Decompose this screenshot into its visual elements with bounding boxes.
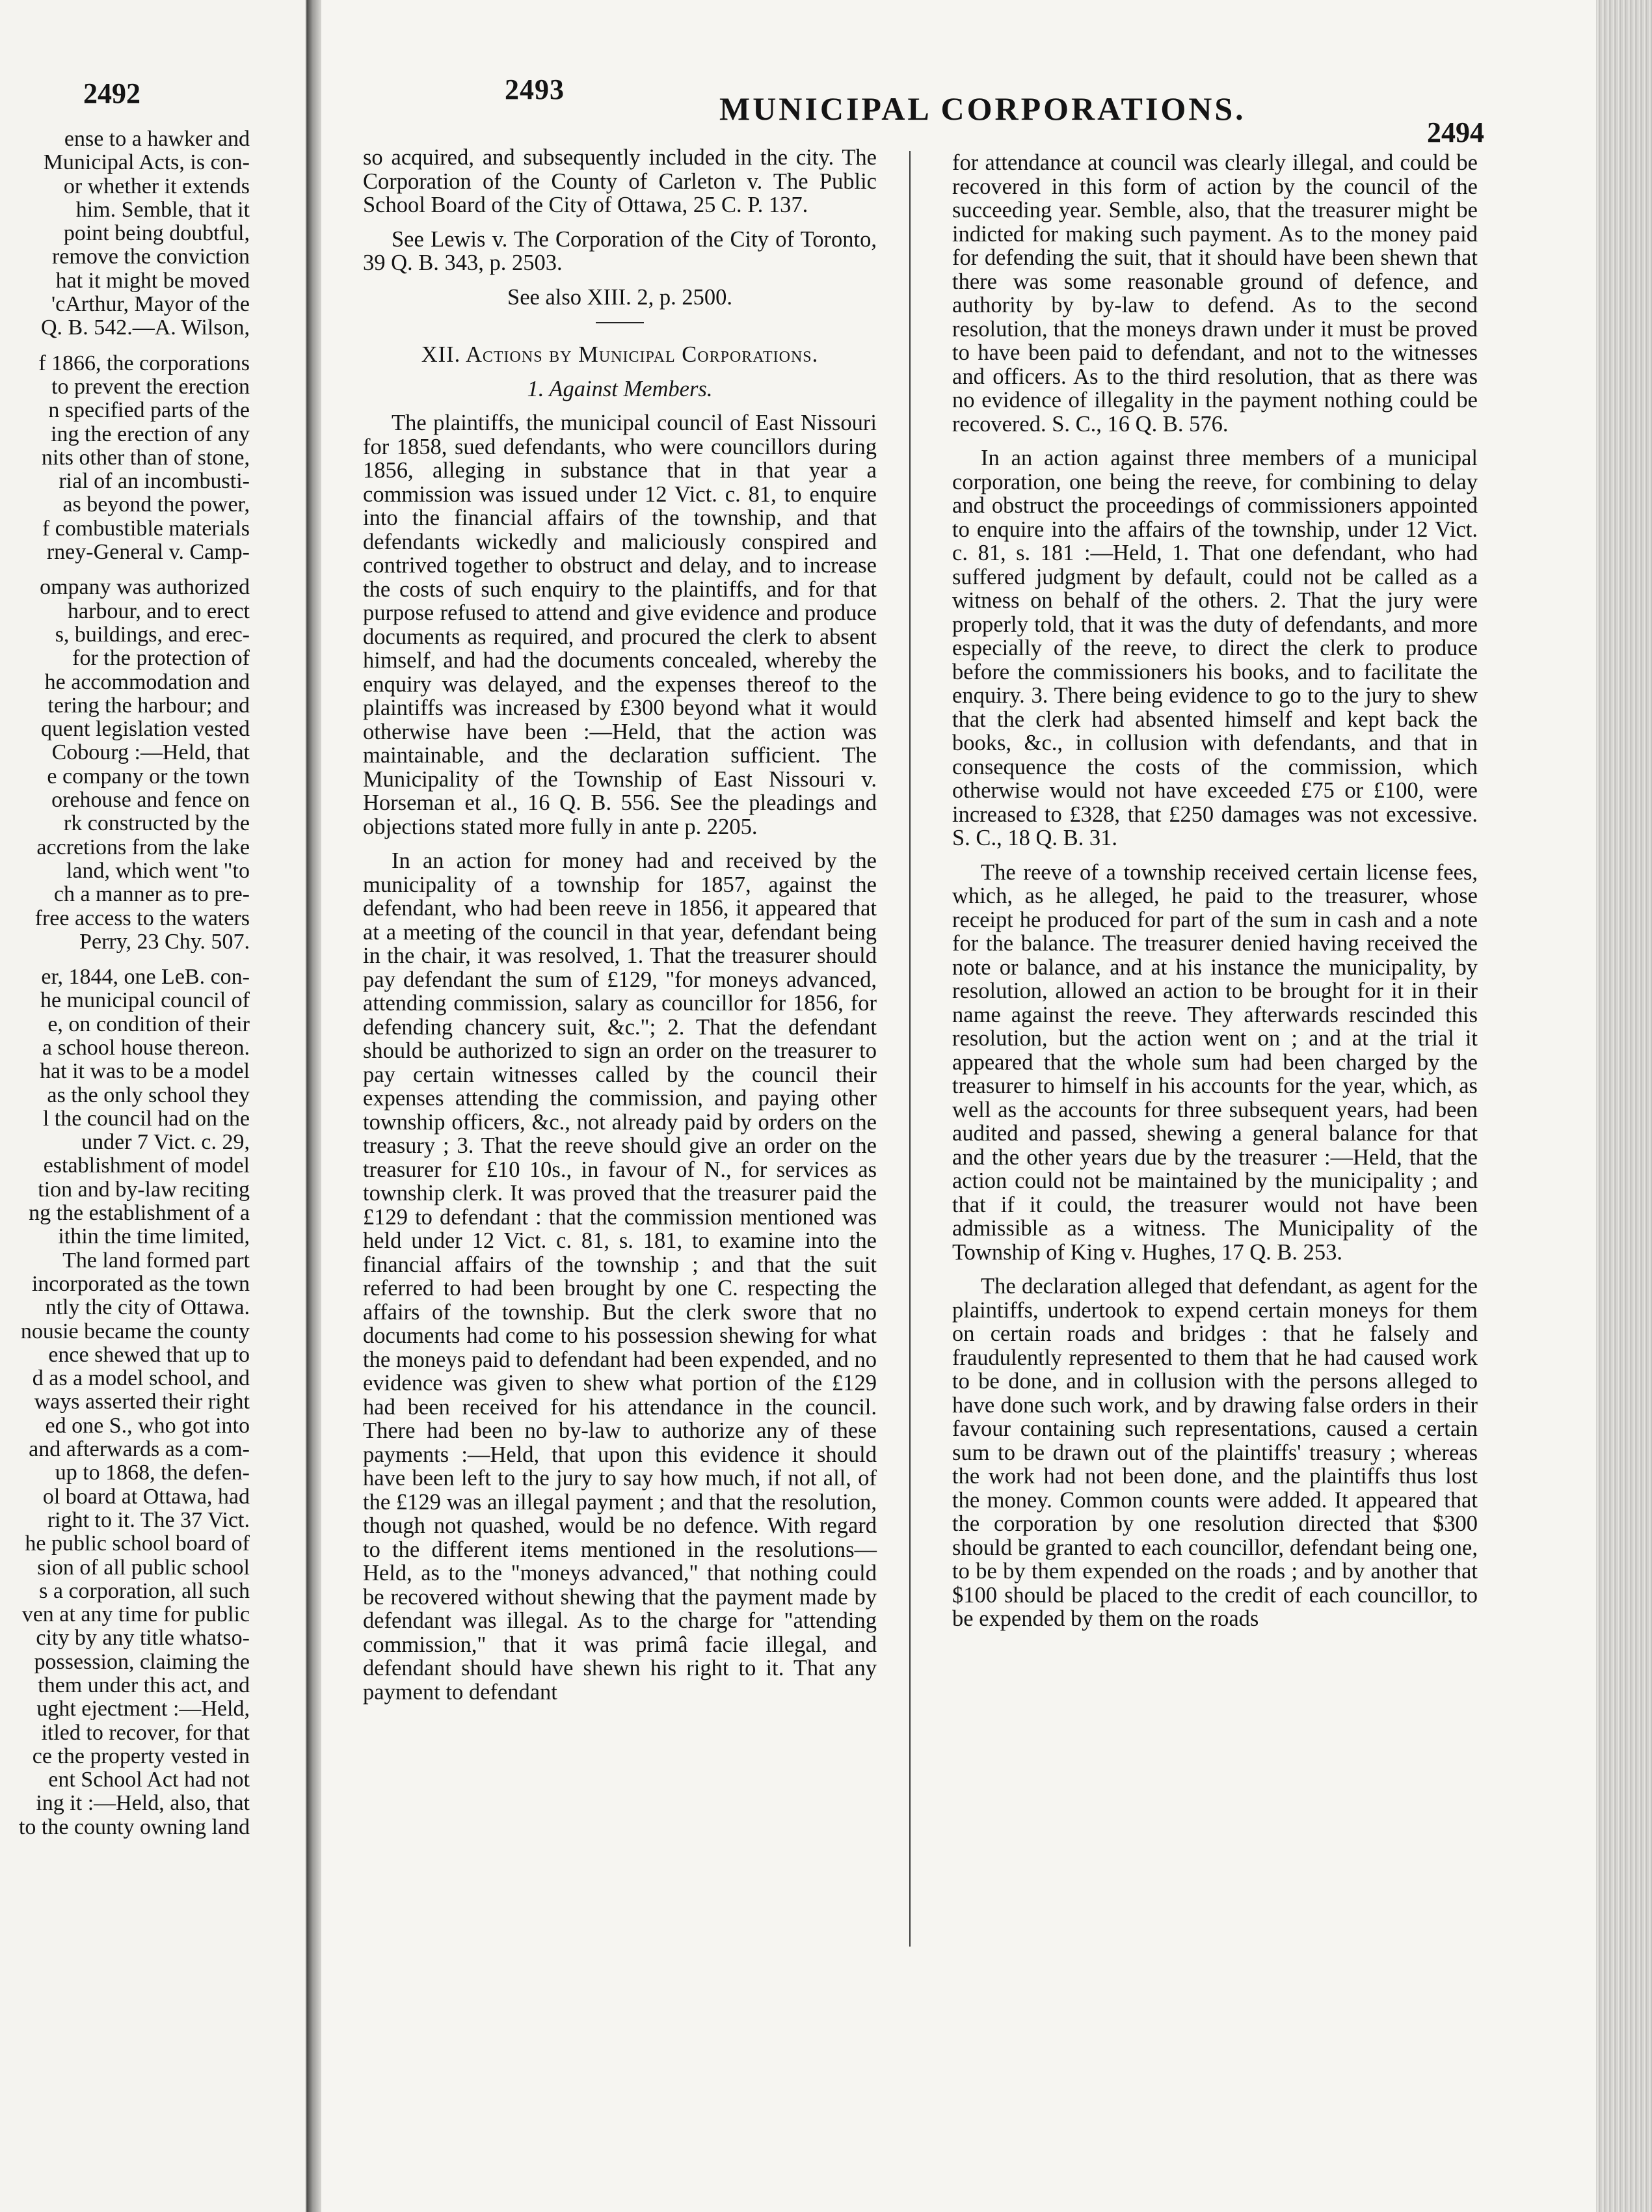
paragraph: In an action for money had and received by the municipality of a township for 1857, against the defendant, who had been reeve in 1856, it appeared that at a meeting of the council in that year, defendant being in the chair, it was resolved, 1. That the treasurer should pay defendant the sum of £129, "for moneys advanced, attending commission, salary as councillor for 1856, for defending chancery suit, &c."; 2. That the defendant should be authorized to sign an order on the treasurer to pay certain witnesses called by the council their expenses attending the commission, and paying other township officers, &c., not already paid by orders on the treasury ; 3. That the reeve should give an order on the treasurer for £10 10s., in favour of N., for services as township clerk. It was proved that the treasurer paid the £129 to defendant : that the commission mentioned was held under 12 Vict. c. 81, s. 181, to examine into the financial affairs of the township ; and that the suit referred to had been brought by one C. respecting the affairs of the township. But the clerk swore that no documents had come to his possession shewing for what the moneys paid to defendant had been expended, and no evidence was given to shew what portion of the £129 had been received for his attendance in the council. There had been no by-law to authorize any of these payments :—Held, that upon this evidence it should have been left to the jury to say how much, if not all, of the £129 was an illegal payment ; and that the resolution, though not quashed, would be no defence. With regard to the different items mentioned in the resolutions—Held, as to the "moneys advanced," that nothing could be recovered without shewing that the payment made by defendant was illegal. As to the charge for "attending commission," that it was primâ facie illegal, and defendant should have shewn his right to it. That any payment to defendant (363, 848, 877, 1705)
left-page-number: 2492 (83, 77, 140, 109)
left-page-line: f combustible materials (42, 516, 250, 541)
left-page-line: ense to a hawker and (64, 127, 250, 151)
left-page-line: ven at any time for public (21, 1602, 250, 1627)
paragraph: The plaintiffs, the municipal council of East Nissouri for 1858, sued defendants, who were councillors during 1856, alleging in substance that in that year a commission was issued under 12 Vict. c. 81, to enquire into the financial affairs of the township, and that defendants wickedly and maliciously conspired and contrived together to obstruct and delay, and to increase the costs of such enquiry to the plaintiffs, and for that purpose refused to attend and give evidence and produce documents as required, and procured the clerk to absent himself, and had the documents concealed, whereby the enquiry was delayed, and the expenses thereof to the plaintiffs was increased by £300 beyond what it would otherwise have been :—Held, that the action was maintainable, and the declaration sufficient. The Municipality of the Township of East Nissouri v. Horseman et al., 16 Q. B. 556. See the pleadings and objections stated more fully in ante p. 2205. (363, 411, 877, 839)
left-page-line: ithin the time limited, (58, 1224, 250, 1249)
page-number-2493: 2493 (505, 74, 565, 105)
left-page-line: e company or the town (47, 764, 250, 789)
left-page-line: to the county owning land (18, 1814, 250, 1839)
left-page-line: incorporated as the town (31, 1271, 250, 1296)
left-page-line (0, 564, 250, 576)
left-page-line: Perry, 23 Chy. 507. (79, 929, 250, 954)
left-page-line: and afterwards as a com- (29, 1437, 250, 1462)
left-page-line: nousie became the county (20, 1319, 250, 1343)
left-page-line: ce the property vested in (32, 1744, 250, 1768)
left-page-line (0, 340, 250, 352)
left-page-line: harbour, and to erect (68, 599, 250, 623)
left-page-line: a school house thereon. (42, 1035, 250, 1060)
left-page-line: under 7 Vict. c. 29, (81, 1130, 250, 1155)
column-left (363, 146, 877, 1704)
left-page-line: accretions from the lake (36, 835, 250, 859)
left-page-line: up to 1868, the defen- (55, 1461, 250, 1485)
left-page-line: nits other than of stone, (41, 445, 250, 470)
left-page-line: ence shewed that up to (48, 1342, 250, 1367)
left-page-line: as beyond the power, (62, 492, 250, 517)
section-heading: XII. Actions by Municipal Corporations. (421, 342, 819, 367)
left-page-line: l the council had on the (42, 1106, 250, 1131)
subheading: 1. Against Members. (527, 376, 713, 401)
left-page-line (0, 954, 250, 965)
left-page-line: ol board at Ottawa, had (42, 1484, 250, 1509)
left-page-line: sion of all public school (37, 1555, 250, 1580)
paragraph: In an action against three members of a municipal corporation, one being the reeve, for combining to delay and obstruct the proceedings of commissioners appointed to enquire into the affairs of the township, under 12 Vict. c. 81, s. 181 :—Held, 1. That one defendant, who had suffered judgment by default, could not be called as a witness on behalf of the others. 2. That the jury were properly told, that it was the duty of defendants, and more especially of the reeve, to direct the clerk to produce before the commissioners his books, and to facilitate the enquiry. 3. There being evidence to go to the jury to shew that the clerk had absented himself and kept back the books, &c., in collusion with defendants, and that in consequence the costs of the commission, which otherwise would not have exceeded £75 or £100, were increased to £328, that £250 damages was not excessive. S. C., 18 Q. B. 31. (952, 446, 1478, 850)
left-page-line: e, on condition of their (47, 1012, 250, 1036)
left-page-line: The land formed part (62, 1248, 250, 1273)
left-page-line: or whether it extends (63, 174, 250, 198)
left-page-line: orehouse and fence on (51, 788, 250, 813)
left-page-line: he accommodation and (44, 669, 250, 694)
left-page-line: ent School Act had not (48, 1768, 250, 1792)
left-page-line: ing it :—Held, also, that (36, 1791, 250, 1816)
page-stack-edge (1596, 0, 1652, 2212)
left-page-line: ways asserted their right (34, 1390, 250, 1414)
left-page-line: to prevent the erection (51, 374, 250, 399)
left-page-line: n specified parts of the (48, 398, 250, 423)
left-page-line: tion and by-law reciting (38, 1177, 250, 1202)
main-page (321, 0, 1596, 2212)
left-page-line: Cobourg :—Held, that (51, 740, 250, 765)
left-page-line: ing the erection of any (51, 422, 250, 446)
left-page-line: hat it might be moved (55, 268, 250, 293)
left-page-line: s a corporation, all such (39, 1578, 250, 1603)
section-rule (596, 322, 644, 323)
left-page-line: s, buildings, and erec- (55, 622, 250, 647)
left-page-line: ntly the city of Ottawa. (45, 1295, 250, 1320)
left-page-line: f 1866, the corporations (38, 351, 250, 375)
left-page-line: point being doubtful, (63, 221, 250, 246)
left-page-line: land, which went "to (66, 858, 250, 883)
left-page-line: Municipal Acts, is con- (43, 150, 250, 175)
running-head: MUNICIPAL CORPORATIONS. (719, 90, 1246, 127)
left-page-line: he municipal council of (40, 988, 250, 1013)
left-page-line: hat it was to be a model (40, 1059, 250, 1084)
left-page-line: ompany was authorized (40, 575, 250, 600)
left-page-text (0, 128, 250, 1839)
column-divider (909, 151, 911, 1947)
paragraph: so acquired, and subsequently included in the city. The Corporation of the County of Carleton v. The Public School Board of the City of Ottawa, 25 C. P. 137. (363, 145, 877, 217)
left-page-fragment (0, 0, 307, 2212)
left-page-line: city by any title whatso- (36, 1626, 250, 1651)
left-page-line: Q. B. 542.—A. Wilson, (40, 316, 250, 340)
left-page-line: possession, claiming the (34, 1649, 250, 1674)
left-page-line: rney-General v. Camp- (46, 540, 250, 565)
left-page-line: ught ejectment :—Held, (36, 1697, 250, 1721)
left-page-line: quent legislation vested (40, 717, 250, 742)
left-page-line: them under this act, and (38, 1673, 250, 1697)
left-page-line: he public school board of (25, 1531, 250, 1556)
left-page-line: ng the establishment of a (29, 1201, 250, 1226)
left-page-line: ch a manner as to pre- (53, 882, 250, 907)
left-page-line: as the only school they (47, 1083, 250, 1107)
paragraph: The declaration alleged that defendant, as agent for the plaintiffs, undertook to expend certain moneys for them on certain roads and bridges : that he falsely and fraudulently represented to them that he had caused work to be done, and in collusion with the persons alleged to have done such work, and by drawing false orders in their favour containing such representations, caused a certain sum to be drawn out of the plaintiffs' treasury ; whereas the work had not been done, and the plaintiffs thus lost the money. Common counts were added. It appeared that the corporation by one resolution directed that $300 should be granted to each councillor, defendant being one, to be by them expended on the roads ; and by another that $100 should be placed to the credit of each councillor, to be expended by them on the roads (952, 1274, 1478, 1631)
left-page-line: right to it. The 37 Vict. (47, 1507, 250, 1532)
left-page-line: d as a model school, and (32, 1366, 250, 1391)
left-page-line: 'cArthur, Mayor of the (51, 292, 250, 317)
paragraph: for attendance at council was clearly illegal, and could be recovered in this form of action by the council of the succeeding year. Semble, also, that the treasurer might be indicted for making such payment. As to the money paid for defending the suit, that it should have been shewn that there was some reasonable ground of defence, and authority by by-law to defend. As to the second resolution, that the moneys drawn under it must be proved to have been paid to defendant, and not to the witnesses and officers. As to the third resolution, that as there was no evidence of illegality in the payment nothing could be recovered. S. C., 16 Q. B. 576. (952, 150, 1478, 437)
left-page-line: ed one S., who got into (45, 1413, 250, 1438)
left-page-line: er, 1844, one LeB. con- (41, 965, 250, 990)
left-page-line: him. Semble, that it (75, 197, 250, 222)
left-page-line: for the protection of (72, 646, 250, 671)
left-page-line: remove the conviction (51, 245, 250, 269)
column-right (952, 151, 1478, 1631)
left-page-line: free access to the waters (34, 906, 250, 930)
paragraph: See also XIII. 2, p. 2500. (507, 284, 732, 310)
left-page-line: itled to recover, for that (41, 1720, 250, 1745)
left-page-line: rial of an incombusti- (59, 469, 250, 494)
left-page-line: tering the harbour; and (47, 693, 250, 718)
paragraph: See Lewis v. The Corporation of the City of Toronto, 39 Q. B. 343, p. 2503. (363, 226, 877, 275)
book-gutter (307, 0, 321, 2212)
left-page-line: establishment of model (43, 1153, 250, 1178)
paragraph: The reeve of a township received certain license fees, which, as he alleged, he paid to the treasurer, whose receipt he produced for part of the sum in cash and a note for the balance. The treasurer denied having received the note or balance, and at his instance the municipality, by resolution, allowed an action to be brought for it in their name against the reeve. They afterwards rescinded this resolution, but the action went on ; and at the trial it appeared that the whole sum had been charged by the treasurer to himself in his accounts for the year, which, as well as the accounts for three subsequent years, had been audited and passed, shewing a general balance for that and the other years due by the treasurer :—Held, that the action could not be maintained by the municipality ; and that if it could, the treasurer would not have been admissible as a witness. The Municipality of the Township of King v. Hughes, 17 Q. B. 253. (952, 859, 1478, 1265)
left-page-line: rk constructed by the (63, 811, 250, 836)
page-number-2494: 2494 (1427, 116, 1484, 148)
